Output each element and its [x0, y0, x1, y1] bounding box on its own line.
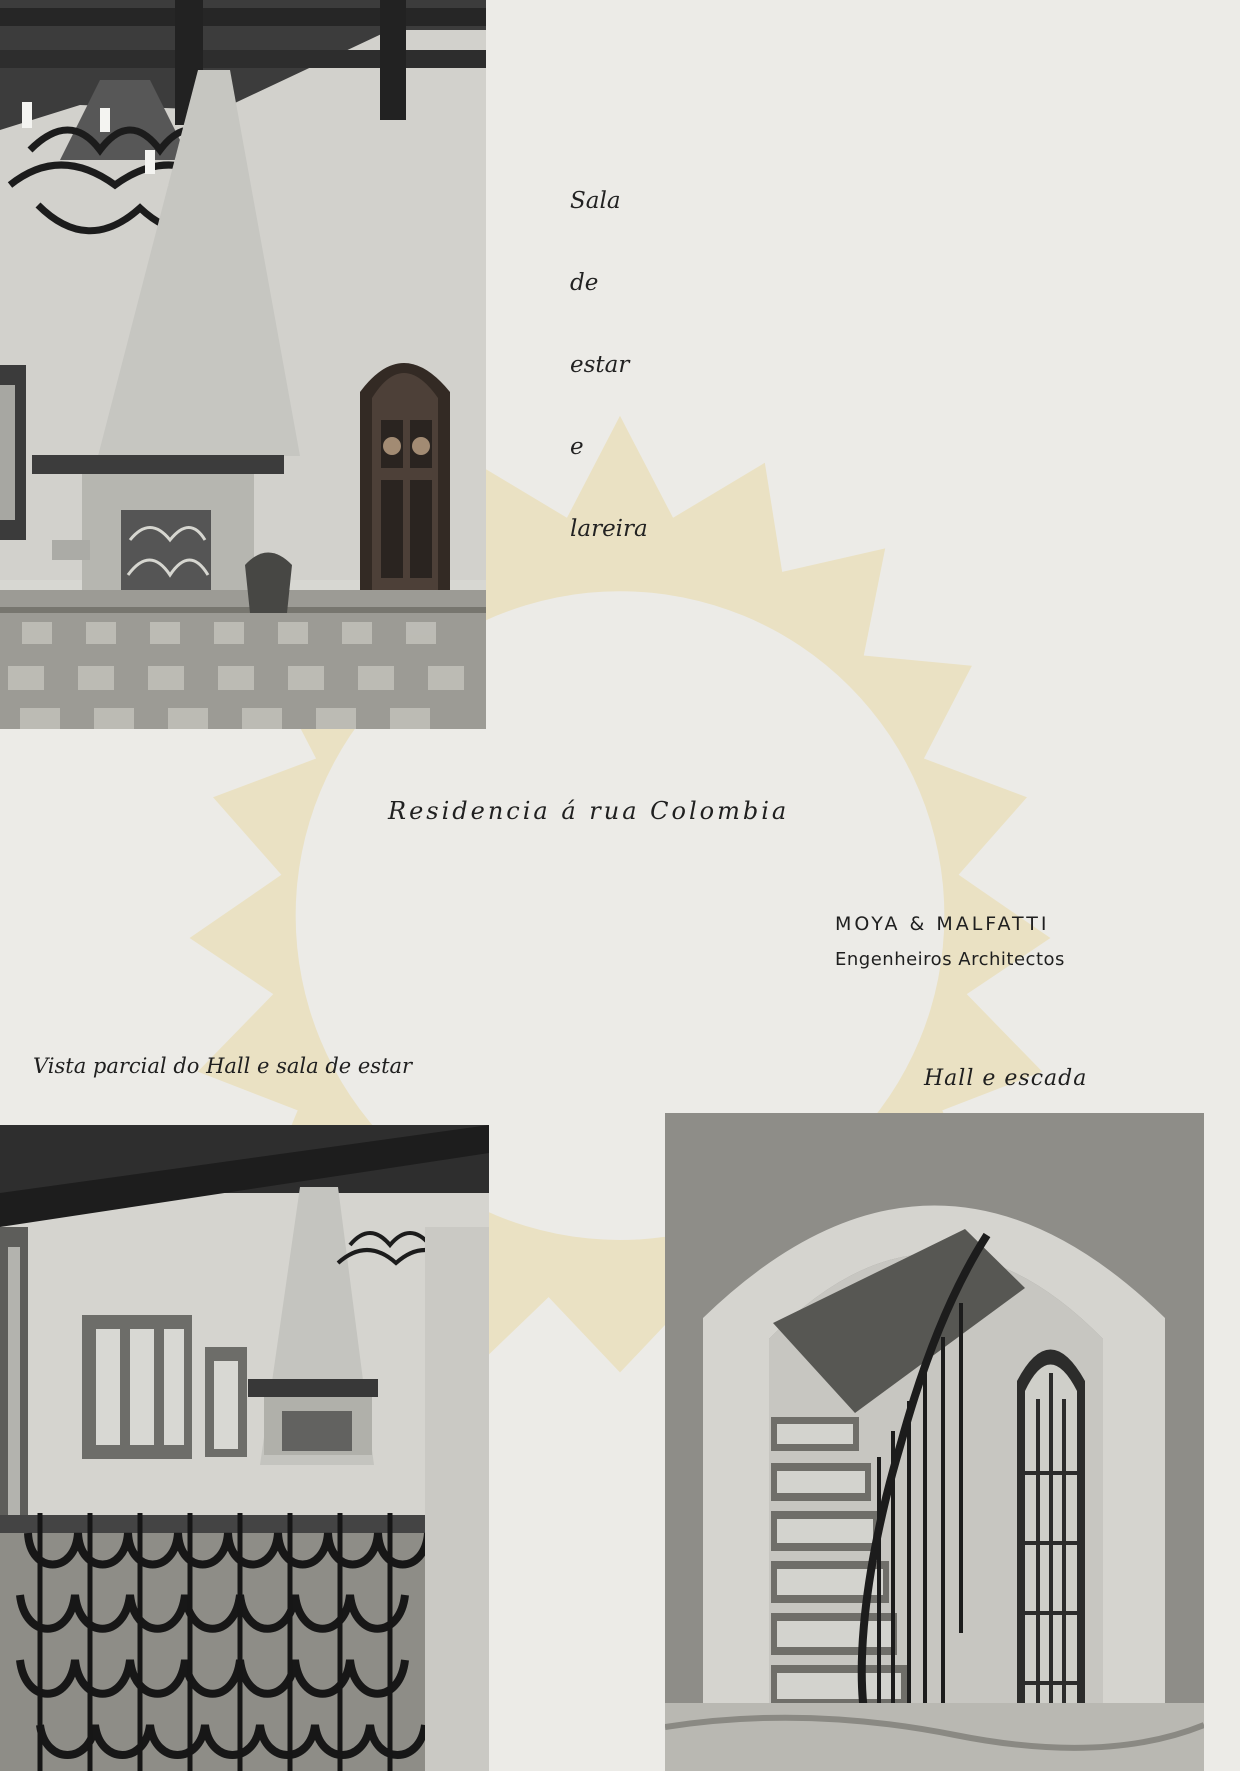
- page-title: Residencia á rua Colombia: [388, 797, 790, 825]
- hall-stair-photo: [665, 1113, 1204, 1771]
- vertical-caption-word: lareira: [570, 516, 648, 542]
- hall-living-room-photo: [0, 1125, 489, 1771]
- right-photo-caption: Hall e escada: [924, 1066, 1088, 1091]
- vertical-caption-word: Sala: [570, 188, 621, 214]
- vertical-caption-word: e: [570, 434, 584, 460]
- firm-name: MOYA & MALFATTI: [835, 913, 1050, 935]
- left-photo-caption: Vista parcial do Hall e sala de estar: [33, 1054, 413, 1078]
- living-room-fireplace-photo: [0, 0, 486, 729]
- vertical-caption-word: de: [570, 270, 599, 296]
- firm-subtitle: Engenheiros Architectos: [835, 949, 1065, 970]
- vertical-caption-word: estar: [570, 352, 630, 378]
